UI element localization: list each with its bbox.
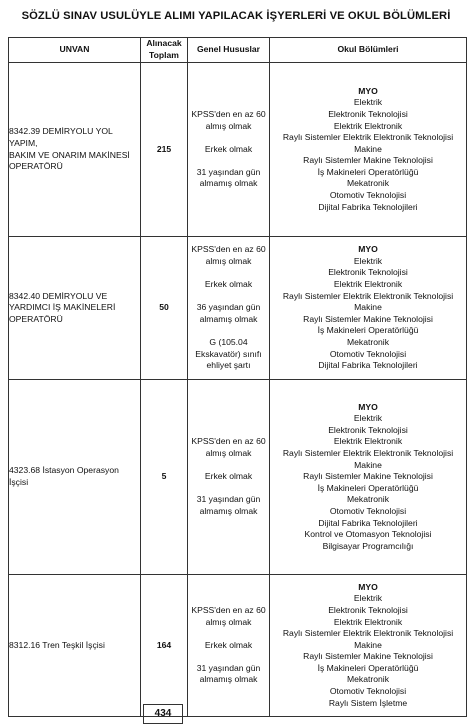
table-row	[9, 63, 467, 237]
department-item: Mekatronik	[346, 494, 390, 505]
table-row	[9, 575, 467, 717]
cell-genel-hususlar	[188, 380, 270, 575]
positions-table	[8, 37, 467, 717]
department-item: Mekatronik	[346, 178, 390, 189]
requirement-line: KPSS'den en az 60	[191, 436, 266, 447]
header-toplam-line-1: Alınacak	[146, 38, 182, 49]
spacer	[188, 267, 269, 279]
department-item: Elektronik Teknolojisi	[328, 108, 408, 119]
cell-toplam: 5	[141, 380, 188, 575]
department-item: Raylı Sistemler Elektrik Elektronik Teknolojisi	[282, 448, 454, 459]
department-item: Kontrol ve Otomasyon Teknolojisi	[304, 529, 432, 540]
department-item: Mekatronik	[346, 674, 390, 685]
cell-unvan	[9, 575, 141, 717]
department-item: İş Makineleri Operatörlüğü	[317, 166, 419, 177]
header-toplam	[141, 38, 188, 63]
department-item: Elektronik Teknolojisi	[328, 424, 408, 435]
cell-okul-bolumleri	[270, 63, 467, 237]
department-item: Raylı Sistemler Makine Teknolojisi	[303, 313, 433, 324]
requirement-line: 31 yaşından gün	[196, 494, 261, 505]
department-item: Elektronik Teknolojisi	[328, 604, 408, 615]
cell-okul-bolumleri	[270, 237, 467, 380]
total-count: 434	[143, 704, 183, 724]
requirement-line: almamış olmak	[199, 178, 258, 189]
department-item: Elektrik Elektronik	[333, 120, 403, 131]
unvan-line: YARDIMCI İŞ MAKİNELERİ	[9, 302, 116, 313]
department-item: Dijital Fabrika Teknolojileri	[318, 517, 418, 528]
department-item: Raylı Sistem İşletme	[328, 697, 408, 708]
school-type-label: MYO	[358, 244, 378, 255]
header-okul: Okul Bölümleri	[270, 38, 467, 63]
requirement-line: Erkek olmak	[204, 471, 253, 482]
table-row	[9, 237, 467, 380]
requirement-line: almış olmak	[205, 255, 252, 266]
requirement-line: ehliyet şartı	[206, 360, 251, 371]
unvan-line: 8342.39 DEMİRYOLU YOL YAPIM,	[9, 126, 113, 148]
cell-genel-hususlar	[188, 237, 270, 380]
requirement-line: almamış olmak	[199, 505, 258, 516]
requirement-line: Erkek olmak	[204, 279, 253, 290]
department-item: Makine	[354, 302, 382, 313]
requirement-line: almamış olmak	[199, 313, 258, 324]
department-item: Makine	[354, 143, 382, 154]
spacer	[188, 628, 269, 640]
cell-toplam: 215	[141, 63, 188, 237]
department-item: Otomotiv Teknolojisi	[329, 348, 407, 359]
department-item: Mekatronik	[346, 336, 390, 347]
department-item: Elektrik	[353, 413, 383, 424]
unvan-line: İşçisi	[9, 477, 29, 487]
department-item: Bilgisayar Programcılığı	[322, 540, 414, 551]
department-item: Makine	[354, 639, 382, 650]
unvan-line: 8312.16 Tren Teşkil İşçisi	[9, 639, 105, 650]
unvan-line: OPERATÖRÜ	[9, 313, 63, 324]
department-item: Raylı Sistemler Elektrik Elektronik Teknolojisi	[282, 290, 454, 301]
spacer	[188, 325, 269, 337]
department-item: Elektrik	[353, 97, 383, 108]
department-item: Otomotiv Teknolojisi	[329, 190, 407, 201]
spacer	[188, 460, 269, 472]
header-genel: Genel Hususlar	[188, 38, 270, 63]
department-item: Elektrik	[353, 255, 383, 266]
unvan-line: OPERATÖRÜ	[9, 161, 63, 172]
requirement-line: KPSS'den en az 60	[191, 604, 266, 615]
requirement-line: almış olmak	[205, 120, 252, 131]
requirement-line: 31 yaşından gün	[196, 662, 261, 673]
spacer	[188, 155, 269, 167]
department-item: Raylı Sistemler Elektrik Elektronik Teknolojisi	[282, 628, 454, 639]
spacer	[188, 132, 269, 144]
requirement-line: almamış olmak	[199, 674, 258, 685]
table-row	[9, 380, 467, 575]
department-item: Raylı Sistemler Makine Teknolojisi	[303, 155, 433, 166]
unvan-line: 4323.68 İstasyon Operasyon	[9, 465, 119, 476]
requirement-line: Ekskavatör) sınıfı	[195, 348, 262, 359]
department-item: Otomotiv Teknolojisi	[329, 686, 407, 697]
cell-unvan	[9, 237, 141, 380]
department-item: Raylı Sistemler Makine Teknolojisi	[303, 471, 433, 482]
department-item: İş Makineleri Operatörlüğü	[317, 662, 419, 673]
department-item: Raylı Sistemler Elektrik Elektronik Teknolojisi	[282, 132, 454, 143]
requirement-line: Erkek olmak	[204, 143, 253, 154]
department-item: Elektrik	[353, 593, 383, 604]
requirement-line: almış olmak	[205, 448, 252, 459]
requirement-line: 36 yaşından gün	[196, 302, 261, 313]
requirement-line: Erkek olmak	[204, 639, 253, 650]
page-title: SÖZLÜ SINAV USULÜYLE ALIMI YAPILACAK İŞYERLERİ VE OKUL BÖLÜMLERİ	[21, 10, 451, 22]
requirement-line: 31 yaşından gün	[196, 166, 261, 177]
cell-genel-hususlar	[188, 63, 270, 237]
cell-okul-bolumleri	[270, 380, 467, 575]
department-item: Dijital Fabrika Teknolojileri	[318, 360, 418, 371]
requirement-line: almış olmak	[205, 616, 252, 627]
cell-unvan	[9, 380, 141, 575]
cell-okul-bolumleri	[270, 575, 467, 717]
header-unvan: UNVAN	[9, 38, 141, 63]
department-item: Elektrik Elektronik	[333, 436, 403, 447]
cell-toplam: 164	[141, 575, 188, 717]
spacer	[188, 651, 269, 663]
requirement-line: KPSS'den en az 60	[191, 244, 266, 255]
department-item: Dijital Fabrika Teknolojileri	[318, 201, 418, 212]
department-item: Elektrik Elektronik	[333, 279, 403, 290]
unvan-line: BAKIM VE ONARIM MAKİNESİ	[9, 149, 130, 160]
requirement-line: KPSS'den en az 60	[191, 108, 266, 119]
department-item: Elektronik Teknolojisi	[328, 267, 408, 278]
cell-unvan	[9, 63, 141, 237]
department-item: Raylı Sistemler Makine Teknolojisi	[303, 651, 433, 662]
cell-genel-hususlar	[188, 575, 270, 717]
header-toplam-line-2: Toplam	[149, 50, 179, 60]
school-type-label: MYO	[358, 581, 378, 592]
school-type-label: MYO	[358, 401, 378, 412]
table-header-row	[9, 38, 467, 63]
unvan-line: 8342.40 DEMİRYOLU VE	[9, 290, 108, 301]
requirement-line: G (105.04	[209, 336, 248, 347]
department-item: Makine	[354, 459, 382, 470]
department-item: Otomotiv Teknolojisi	[329, 505, 407, 516]
school-type-label: MYO	[358, 85, 378, 96]
department-item: Elektrik Elektronik	[333, 616, 403, 627]
cell-toplam: 50	[141, 237, 188, 380]
department-item: İş Makineleri Operatörlüğü	[317, 325, 419, 336]
spacer	[188, 291, 269, 303]
spacer	[188, 483, 269, 495]
department-item: İş Makineleri Operatörlüğü	[317, 482, 419, 493]
